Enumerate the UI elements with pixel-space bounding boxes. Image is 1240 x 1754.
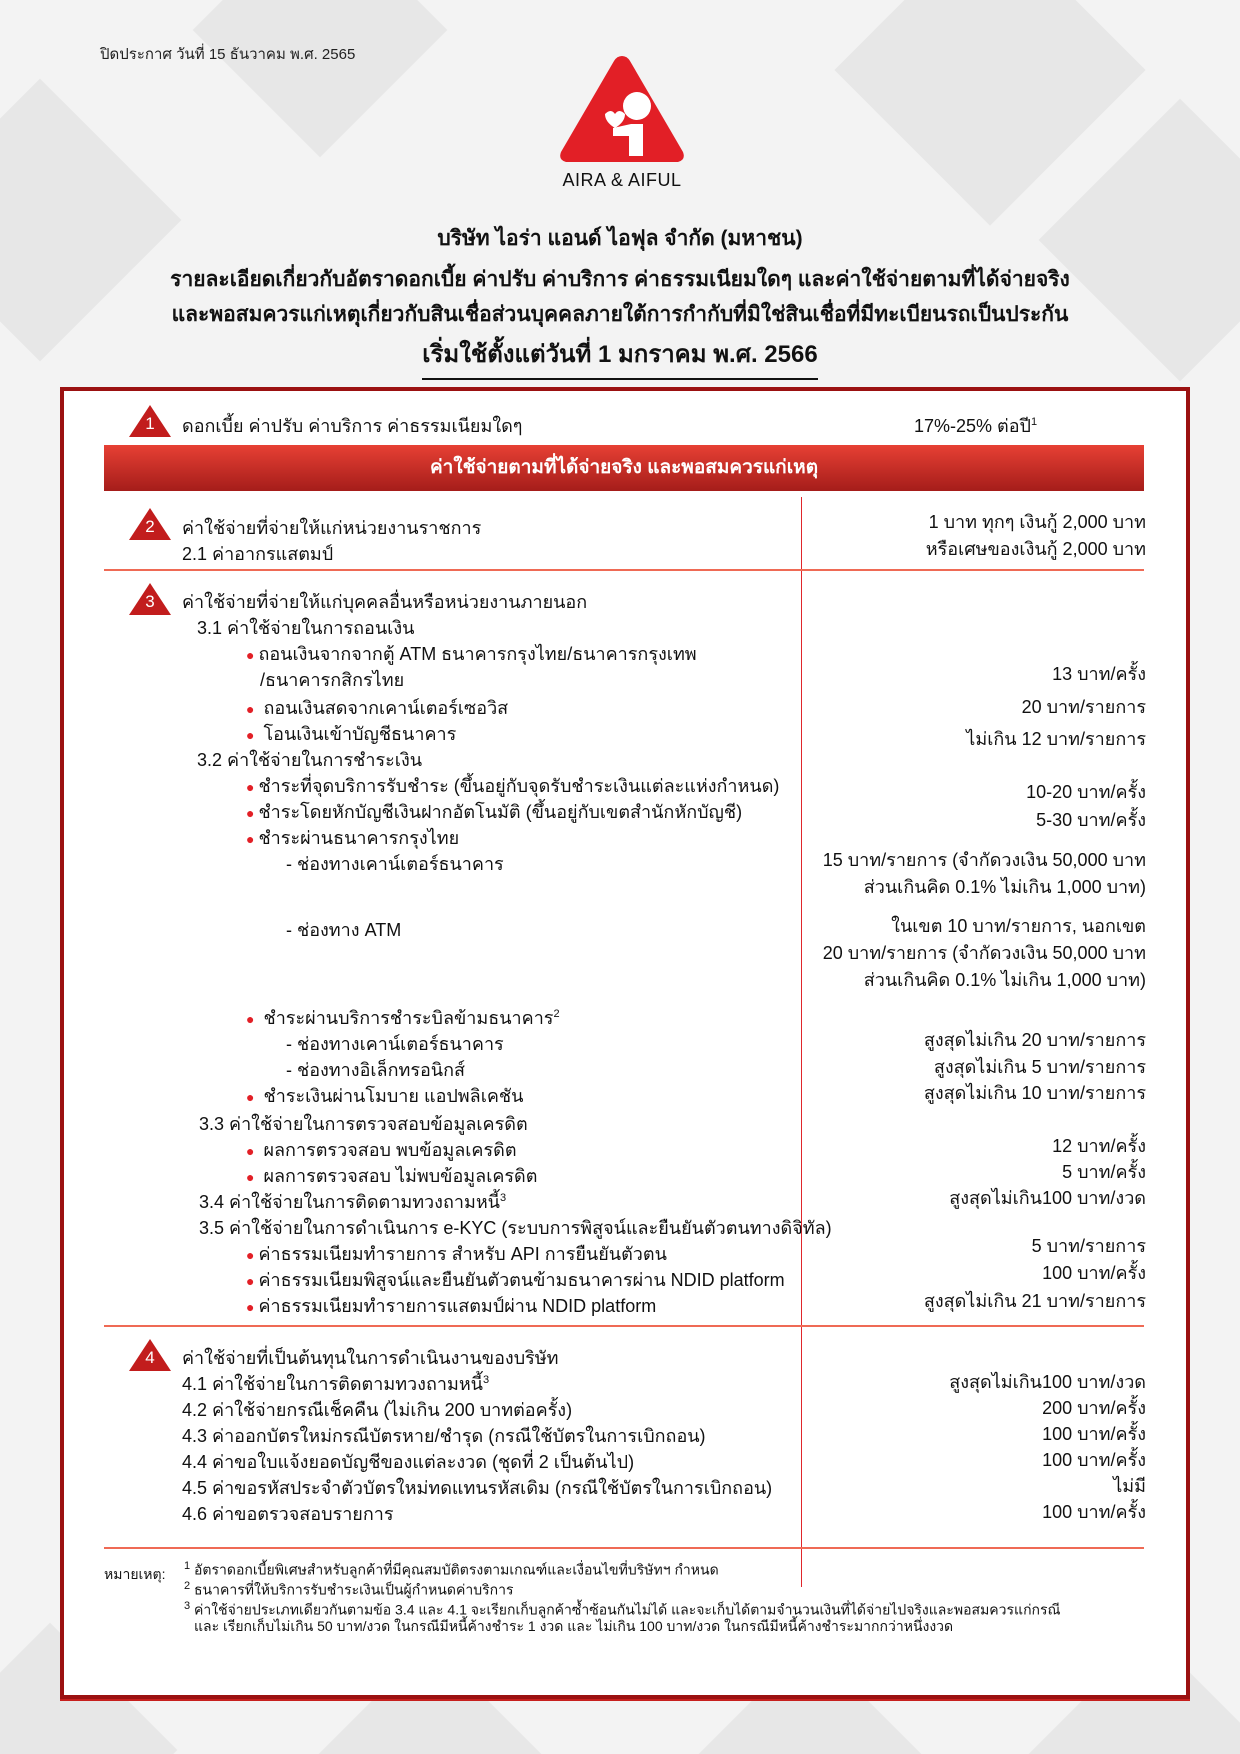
section-2-badge-icon: 2 — [129, 508, 171, 540]
s32-bill-electronic-value: สูงสุดไม่เกิน 5 บาท/รายการ — [933, 1057, 1146, 1077]
actual-expenses-banner: ค่าใช้จ่ายตามที่ได้จ่ายจริง และพอสมควรแก่เหตุ — [104, 445, 1144, 491]
s32-payment-point-value: 10-20 บาท/ครั้ง — [1026, 782, 1146, 802]
s35-stamp-fee-value: สูงสุดไม่เกิน 21 บาท/รายการ — [923, 1291, 1146, 1311]
section-3-badge-icon: 3 — [129, 583, 171, 615]
s35-ndid-fee: ● ค่าธรรมเนียมพิสูจน์และยืนยันตัวตนข้ามธนาคารผ่าน NDID platform — [246, 1270, 785, 1290]
s32-auto-debit-value: 5-30 บาท/ครั้ง — [1036, 810, 1146, 830]
notes-label: หมายเหตุ: — [104, 1566, 166, 1582]
s31-atm-withdraw-cont: /ธนาคารกสิกรไทย — [260, 670, 405, 690]
s32-krungthai-counter-value: 15 บาท/รายการ (จำกัดวงเงิน 50,000 บาท ส่วนเกินคิด 0.1% ไม่เกิน 1,000 บาท) — [822, 850, 1146, 897]
s32-mobile-app-value: สูงสุดไม่เกิน 10 บาท/รายการ — [923, 1083, 1146, 1103]
s31-counter-service: ● ถอนเงินสดจากเคาน์เตอร์เซอวิส — [246, 698, 509, 718]
s34-heading: 3.4 ค่าใช้จ่ายในการติดตามทวงถามหนี้$^3$ — [199, 1192, 507, 1212]
bullet-icon: ● — [246, 1247, 255, 1263]
s33-not-found-value: 5 บาท/ครั้ง — [1062, 1162, 1146, 1182]
s43-value: 100 บาท/ครั้ง — [1042, 1424, 1146, 1444]
s46-value: 100 บาท/ครั้ง — [1042, 1502, 1146, 1522]
section-divider — [104, 1325, 1144, 1327]
bullet-icon: ● — [246, 779, 255, 795]
s44-label: 4.4 ค่าขอใบแจ้งยอดบัญชีของแต่ละงวด (ชุดที่ 2 เป็นต้นไป) — [182, 1452, 635, 1472]
s32-bill-counter-value: สูงสุดไม่เกิน 20 บาท/รายการ — [923, 1030, 1146, 1050]
s31-atm-withdraw-value: 13 บาท/ครั้ง — [1052, 664, 1146, 684]
s33-found: ● ผลการตรวจสอบ พบข้อมูลเครดิต — [246, 1140, 517, 1160]
section-1-badge-icon: 1 — [129, 405, 171, 437]
section-4-label: ค่าใช้จ่ายที่เป็นต้นทุนในการดำเนินงานของบริษัท — [182, 1348, 559, 1368]
s35-ndid-fee-value: 100 บาท/ครั้ง — [1042, 1263, 1146, 1283]
subtitle-line-2: และพอสมควรแก่เหตุเกี่ยวกับสินเชื่อส่วนบุคคลภายใต้การกำกับที่มิใช่สินเชื่อที่มีทะเบียนรถเป็นประกัน — [171, 303, 1069, 326]
bullet-icon: ● — [246, 831, 255, 847]
logo-brand-text: AIRA & AIFUL — [562, 170, 682, 190]
s32-krungthai-atm-value: ในเขต 10 บาท/รายการ, นอกเขต 20 บาท/รายการ (จำกัดวงเงิน 50,000 บาท ส่วนเกินคิด 0.1% ไม่เกิน 1,000 บาท) — [822, 916, 1146, 990]
s44-value: 100 บาท/ครั้ง — [1042, 1450, 1146, 1470]
s35-api-fee-value: 5 บาท/รายการ — [1031, 1236, 1146, 1256]
s32-bill-counter: - ช่องทางเคาน์เตอร์ธนาคาร — [286, 1034, 504, 1054]
bullet-icon: ● — [246, 1089, 255, 1105]
footnote-3-cont: และ เรียกเก็บไม่เกิน 50 บาท/งวด ในกรณีมีหนี้ค้างชำระ 1 งวด และ ไม่เกิน 100 บาท/งวด ในกรณีมีหนี้ค้างชำระมากกว่าหนึ่งงวด — [194, 1618, 954, 1634]
s41-label: 4.1 ค่าใช้จ่ายในการติดตามทวงถามหนี้$^3$ — [182, 1374, 490, 1394]
bullet-icon: ● — [246, 1169, 255, 1185]
s32-krungthai-counter: - ช่องทางเคาน์เตอร์ธนาคาร — [286, 854, 504, 874]
bullet-icon: ● — [246, 1011, 255, 1027]
bullet-icon: ● — [246, 647, 255, 663]
bullet-icon: ● — [246, 1273, 255, 1289]
s33-not-found: ● ผลการตรวจสอบ ไม่พบข้อมูลเครดิต — [246, 1166, 538, 1186]
logo-triangle-icon — [557, 52, 687, 166]
s46-label: 4.6 ค่าขอตรวจสอบรายการ — [182, 1504, 394, 1524]
s42-value: 200 บาท/ครั้ง — [1042, 1398, 1146, 1418]
s32-payment-point: ● ชำระที่จุดบริการรับชำระ (ขึ้นอยู่กับจุดรับชำระเงินแต่ละแห่งกำหนด) — [246, 776, 780, 796]
s34-value: สูงสุดไม่เกิน100 บาท/งวด — [949, 1188, 1146, 1208]
s43-label: 4.3 ค่าออกบัตรใหม่กรณีบัตรหาย/ชำรุด (กรณีใช้บัตรในการเบิกถอน) — [182, 1426, 706, 1446]
s32-bill-payment: ● ชำระผ่านบริการชำระบิลข้ามธนาคาร$^2$ — [246, 1008, 560, 1028]
section-2-item-stamp-duty: 2.1 ค่าอากรแสตมป์ — [182, 544, 334, 564]
s33-found-value: 12 บาท/ครั้ง — [1052, 1136, 1146, 1156]
s33-heading: 3.3 ค่าใช้จ่ายในการตรวจสอบข้อมูลเครดิต — [199, 1114, 528, 1134]
s45-label: 4.5 ค่าขอรหัสประจำตัวบัตรใหม่ทดแทนรหัสเดิม (กรณีใช้บัตรในการเบิกถอน) — [182, 1478, 773, 1498]
s32-mobile-app: ● ชำระเงินผ่านโมบาย แอปพลิเคชัน — [246, 1086, 524, 1106]
section-divider — [104, 1547, 1144, 1549]
s35-api-fee: ● ค่าธรรมเนียมทำรายการ สำหรับ API การยืนยันตัวตน — [246, 1244, 667, 1264]
section-1-label: ดอกเบี้ย ค่าปรับ ค่าบริการ ค่าธรรมเนียมใดๆ — [182, 416, 523, 436]
bullet-icon: ● — [246, 805, 255, 821]
footnote-1: $^1$ อัตราดอกเบี้ยพิเศษสำหรับลูกค้าที่มีคุณสมบัติตรงตามเกณฑ์และเงื่อนไขที่บริษัทฯ กำหนด — [184, 1560, 719, 1578]
bullet-icon: ● — [246, 1143, 255, 1159]
s35-stamp-fee: ● ค่าธรรมเนียมทำรายการแสตมป์ผ่าน NDID platform — [246, 1296, 657, 1316]
notice-date: ปิดประกาศ วันที่ 15 ธันวาคม พ.ศ. 2565 — [100, 46, 356, 63]
subtitle-line-1: รายละเอียดเกี่ยวกับอัตราดอกเบี้ย ค่าปรับ ค่าบริการ ค่าธรรมเนียมใดๆ และค่าใช้จ่ายตามที่ได้จ่ายจริง — [170, 268, 1070, 291]
s32-bill-electronic: - ช่องทางอิเล็กทรอนิกส์ — [286, 1060, 465, 1080]
section-1-value: 17%-25% ต่อปี$^1$ — [914, 416, 1038, 436]
effective-date: เริ่มใช้ตั้งแต่วันที่ 1 มกราคม พ.ศ. 2566 — [0, 334, 1240, 380]
s31-atm-withdraw: ● ถอนเงินจากจากตู้ ATM ธนาคารกรุงไทย/ธนาคารกรุงเทพ — [246, 644, 697, 664]
s35-heading: 3.5 ค่าใช้จ่ายในการดำเนินการ e-KYC (ระบบการพิสูจน์และยืนยันตัวตนทางดิจิทัล) — [199, 1218, 832, 1238]
footnote-3: $^3$ ค่าใช้จ่ายประเภทเดียวกันตามข้อ 3.4 และ 4.1 จะเรียกเก็บลูกค้าซ้ำซ้อนกันไม่ได้ และจะเก็บได้ตามจำนวนเงินที่ได้จ่ายไปจริงและพอสมควรแก่กรณี — [184, 1600, 1061, 1618]
s31-bank-transfer: ● โอนเงินเข้าบัญชีธนาคาร — [246, 724, 457, 744]
section-4-badge-icon: 4 — [129, 1339, 171, 1371]
fee-table-frame — [60, 387, 1190, 1699]
s41-value: สูงสุดไม่เกิน100 บาท/งวด — [949, 1372, 1146, 1392]
section-3-label: ค่าใช้จ่ายที่จ่ายให้แก่บุคคลอื่นหรือหน่วยงานภายนอก — [182, 592, 588, 612]
s31-heading: 3.1 ค่าใช้จ่ายในการถอนเงิน — [197, 618, 415, 638]
s31-counter-service-value: 20 บาท/รายการ — [1021, 697, 1146, 717]
bullet-icon: ● — [246, 701, 255, 717]
bullet-icon: ● — [246, 1299, 255, 1315]
s32-heading: 3.2 ค่าใช้จ่ายในการชำระเงิน — [197, 750, 423, 770]
footnote-2: $^2$ ธนาคารที่ให้บริการรับชำระเงินเป็นผู้กำหนดค่าบริการ — [184, 1580, 514, 1598]
s31-bank-transfer-value: ไม่เกิน 12 บาท/รายการ — [966, 729, 1146, 749]
s32-krungthai: ● ชำระผ่านธนาคารกรุงไทย — [246, 828, 460, 848]
s45-value: ไม่มี — [1113, 1476, 1146, 1496]
company-logo — [557, 52, 687, 192]
s32-auto-debit: ● ชำระโดยหักบัญชีเงินฝากอัตโนมัติ (ขึ้นอยู่กับเขตสำนักหักบัญชี) — [246, 802, 743, 822]
section-divider — [104, 569, 1144, 571]
s42-label: 4.2 ค่าใช้จ่ายกรณีเช็คคืน (ไม่เกิน 200 บาทต่อครั้ง) — [182, 1400, 573, 1420]
column-divider — [801, 497, 802, 1587]
bullet-icon: ● — [246, 727, 255, 743]
section-2-label: ค่าใช้จ่ายที่จ่ายให้แก่หน่วยงานราชการ — [182, 518, 482, 538]
section-2-value: 1 บาท ทุกๆ เงินกู้ 2,000 บาท หรือเศษของเงินกู้ 2,000 บาท — [925, 512, 1146, 559]
company-name: บริษัท ไอร่า แอนด์ ไอฟุล จำกัด (มหาชน) — [437, 227, 803, 250]
s32-krungthai-atm: - ช่องทาง ATM — [286, 920, 402, 940]
